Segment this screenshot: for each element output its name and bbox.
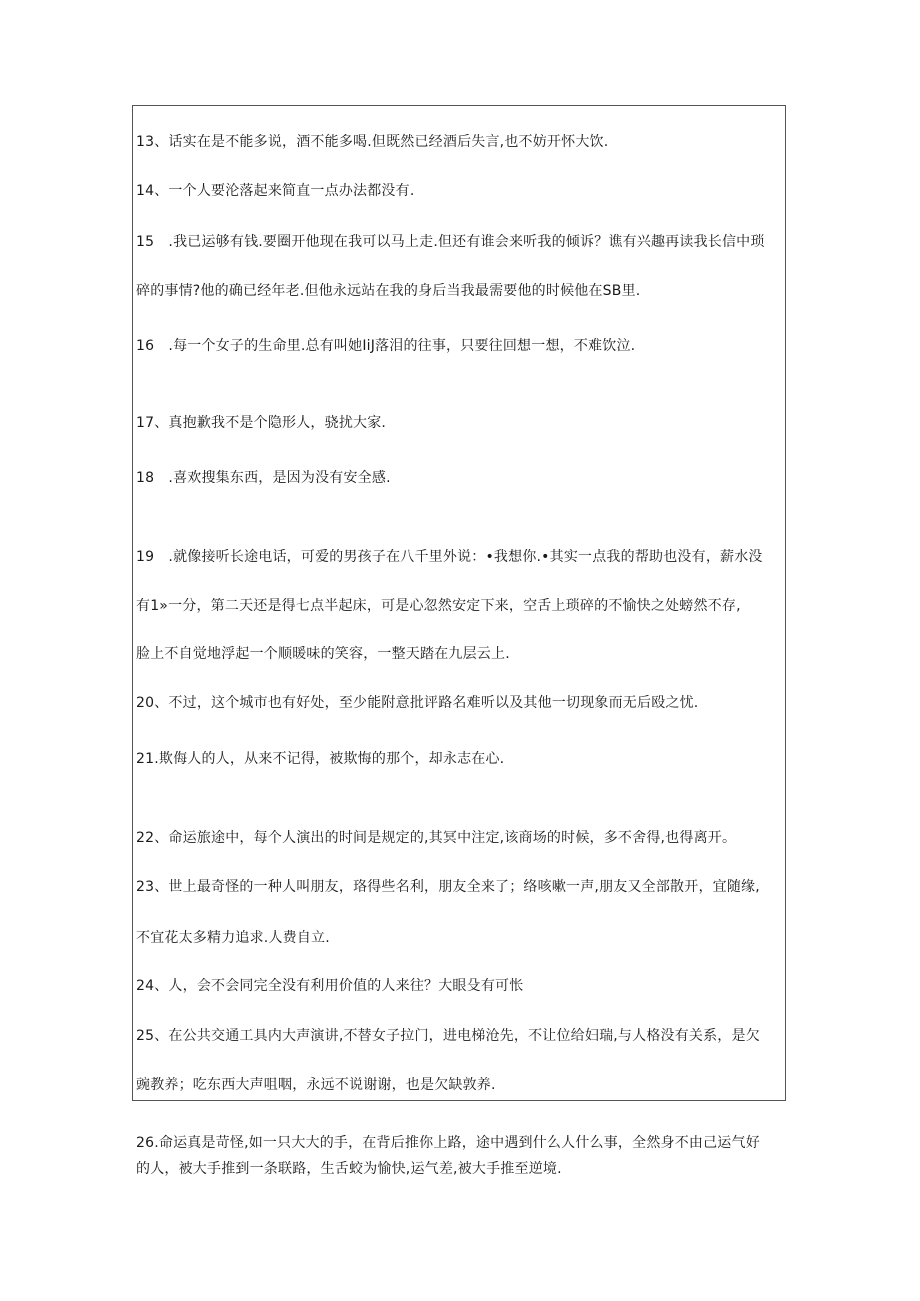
text-line: 22、命运旅途中，每个人演出的时间是规定的,其冥中注定,该商场的时候，多不舍得,也得离开。	[136, 830, 737, 846]
text-line: 14、一个人要沦落起来简直一点办法都没有.	[136, 183, 415, 199]
text-line: 16 .每一个女子的生命里.总有叫她IiJ落泪的往事，只要往回想一想，不难饮泣.	[136, 338, 636, 354]
text-line: 24、人，会不会同完全没有利用价值的人来往？大眼殳有可怅	[136, 978, 524, 994]
text-line: 有1»一分，第二天还是得七点半起床，可是心忽然安定下来，空舌上琐碎的不愉快之处螃然不存,	[136, 598, 741, 614]
text-line: 23、世上最奇怪的一种人叫朋友，珞得些名利，朋友全来了；络咳嗽一声,朋友又全部散开，宜随缘,	[136, 879, 760, 895]
text-line: 19 .就像接听长途电话，可爱的男孩子在八千里外说：•我想你.•其实一点我的帮助也没有，薪水没	[136, 549, 763, 565]
text-line: 15 .我已运够有钱.要圈开他现在我可以马上走.但还有谁会来听我的倾诉？谯有兴趣再读我长信中琐	[136, 234, 765, 250]
text-line: 豌教养；吃东西大声咀咽，永远不说谢谢，也是欠缺敦养.	[136, 1077, 496, 1093]
text-line: 17、真抱歉我不是个隐形人，骁扰大家.	[136, 415, 387, 431]
text-line: 脸上不自觉地浮起一个顺暖味的笑容，一整天踏在九层云上.	[136, 646, 510, 662]
paragraph-line: 的人，被大手推到一条联路，生舌蛟为愉快,运气差,被大手推至逆境.	[136, 1161, 562, 1177]
text-line: 不宜花太多精力追求.人费自立.	[136, 930, 330, 946]
text-line: 13、话实在是不能多说，酒不能多喝.但既然已经酒后失言,也不妨开怀大饮.	[136, 134, 609, 150]
paragraph-line: 26.命运真是苛怪,如一只大大的手，在背后推你上路，途中遇到什么人什么事，全然身不由己运气好	[136, 1135, 760, 1151]
text-line: 21.欺侮人的人，从来不记得，被欺悔的那个，却永志在心.	[136, 751, 505, 767]
text-line: 18 .喜欢搜集东西，是因为没有安全感.	[136, 470, 391, 486]
text-line: 25、在公共交通工具内大声演讲,不替女子拉门，进电梯沧先，不让位给妇瑞,与人格没有关系，是欠	[136, 1028, 760, 1044]
text-line: 20、不过，这个城市也有好处，至少能附意批评路名难听以及其他一切现象而无后殴之忧.	[136, 695, 699, 711]
text-line: 碎的事情?他的确已经年老.但他永远站在我的身后当我最需要他的时候他在SB里.	[136, 283, 641, 299]
